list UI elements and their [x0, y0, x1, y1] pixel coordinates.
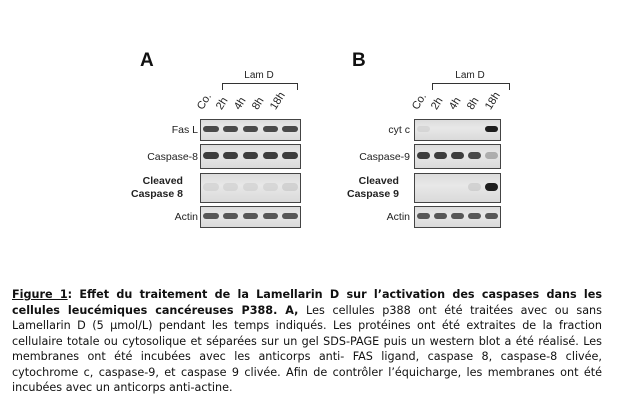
- treatment-label-b: Lam D: [455, 70, 485, 81]
- treatment-bracket-a: [222, 83, 298, 90]
- lane-label-b-co: Co.: [409, 91, 430, 112]
- row-label-fasl: Fas L: [171, 124, 198, 136]
- row-label-cytc: cyt c: [388, 124, 410, 136]
- lane-label-a-co: Co.: [194, 91, 215, 112]
- treatment-bracket-b: [432, 83, 510, 90]
- blot-cleaved-caspase9: [414, 173, 501, 203]
- band: [263, 152, 278, 158]
- lane-label-a-18h: 18h: [267, 90, 288, 112]
- band: [263, 213, 278, 219]
- band: [203, 152, 218, 158]
- row-label-caspase8: Caspase-8: [147, 151, 198, 163]
- band: [434, 213, 447, 219]
- blot-fasl: [200, 119, 301, 141]
- band: [203, 126, 218, 132]
- row-label-cleaved-caspase9: [347, 175, 399, 201]
- band: [282, 126, 297, 132]
- band: [282, 152, 297, 158]
- band: [417, 126, 430, 132]
- caption-figure-ref: Figure 1: [12, 288, 68, 301]
- band: [468, 152, 481, 158]
- lane-label-a-4h: 4h: [231, 95, 249, 112]
- band: [223, 152, 238, 158]
- band: [451, 213, 464, 219]
- band: [282, 213, 297, 219]
- panel-letter-b: B: [352, 50, 366, 71]
- blot-actin-a: [200, 206, 301, 228]
- row-label-actin-a: Actin: [174, 211, 198, 223]
- blot-caspase8: [200, 144, 301, 169]
- band: [223, 213, 238, 219]
- band: [282, 183, 297, 191]
- band: [468, 213, 481, 219]
- row-label-actin-b: Actin: [386, 211, 410, 223]
- band: [223, 183, 238, 191]
- lane-label-b-18h: 18h: [482, 90, 503, 112]
- lane-label-b-4h: 4h: [446, 95, 464, 112]
- band: [263, 183, 278, 191]
- band: [485, 152, 498, 158]
- band: [243, 183, 258, 191]
- lane-label-b-2h: 2h: [428, 95, 446, 112]
- blot-cleaved-caspase8: [200, 173, 301, 203]
- band: [263, 126, 278, 132]
- figure-caption: [12, 287, 602, 396]
- row-label-cleaved-line1: Cleaved: [142, 175, 183, 187]
- caption-body: Les cellules p388 ont été traitées avec ou sans Lamellarin D (5 µmol/L) pendant les temps indiqués. Les protéines ont été extraites de la fraction cellulaire totale ou cytosolique et séparées sur un gel SDS-PAGE puis un western blot a été réalisé. Les membranes ont été incubées avec les anticorps anti- FAS ligand, caspase 8, caspase-8 clivée, cytochrome c, caspase-9, et caspase 9 clivée. Afin de contrôler l’équicharge, les membranes ont été incubées avec un anticorps anti-actine.: [12, 303, 602, 394]
- band: [203, 213, 218, 219]
- band: [417, 152, 430, 158]
- band: [451, 152, 464, 158]
- row-label-cleaved9-line1: Cleaved: [358, 175, 399, 187]
- band: [434, 152, 447, 158]
- blot-cytc: [414, 119, 501, 141]
- lane-label-a-2h: 2h: [213, 95, 231, 112]
- caption-panel-a-ref: A,: [277, 303, 299, 317]
- row-label-cleaved-line2: Caspase 8: [131, 188, 183, 200]
- row-label-cleaved9-line2: Caspase 9: [347, 188, 399, 200]
- band: [223, 126, 238, 132]
- lane-label-a-8h: 8h: [249, 95, 267, 112]
- band: [485, 213, 498, 219]
- band: [485, 183, 498, 191]
- treatment-label-a: Lam D: [244, 70, 274, 81]
- row-label-caspase9: Caspase-9: [359, 151, 410, 163]
- band: [417, 213, 430, 219]
- blot-actin-b: [414, 206, 501, 228]
- band: [485, 126, 498, 132]
- caption-title: : Effet du traitement de la Lamellarin D sur l’activation des caspases dans les cellules leucémiques cancéreuses P388.: [12, 288, 603, 317]
- band: [468, 183, 481, 191]
- lane-label-b-8h: 8h: [464, 95, 482, 112]
- blot-caspase9: [414, 144, 501, 169]
- row-label-cleaved-caspase8: [131, 175, 183, 201]
- band: [243, 152, 258, 158]
- panel-letter-a: A: [140, 50, 154, 71]
- band: [243, 213, 258, 219]
- band: [203, 183, 218, 191]
- band: [243, 126, 258, 132]
